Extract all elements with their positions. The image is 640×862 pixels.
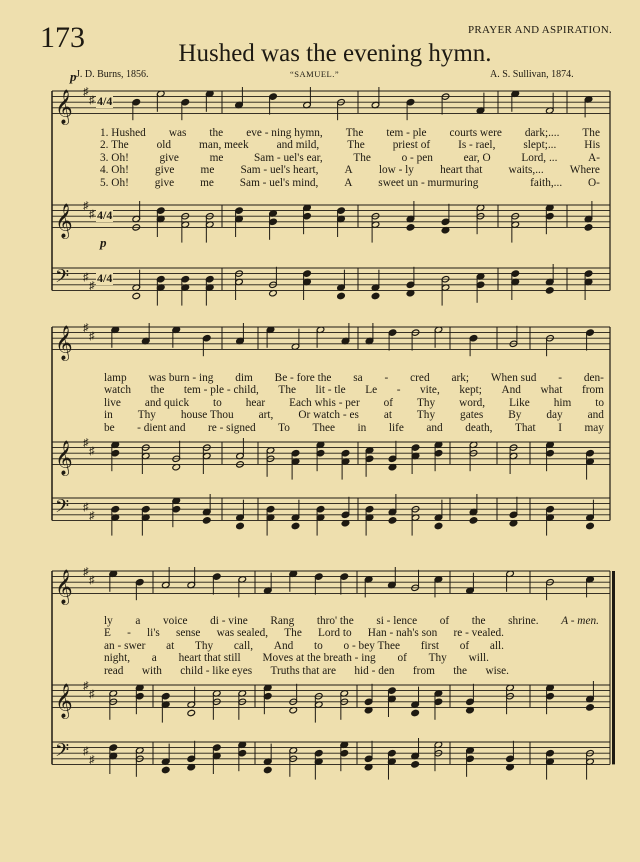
sharp-icon: ♯ [83, 501, 89, 514]
lyric-word: The [284, 627, 302, 640]
lyric-word: - dient and [137, 421, 186, 434]
time-signature-treble: 4/4 [97, 94, 113, 108]
lyric-word: dim [235, 372, 253, 384]
lyric-word: to [213, 396, 222, 409]
lyric-word: me [200, 164, 215, 177]
lyric-word: re - signed [207, 421, 256, 434]
treble-clef-icon: 𝄞 [55, 89, 73, 125]
lyric-word: of [383, 396, 394, 409]
author-credit: J. D. Burns, 1856. [76, 69, 149, 80]
lyric-word: of [397, 652, 407, 665]
lyric-word: slept;... [523, 139, 557, 152]
lyric-word: The [582, 127, 600, 139]
lyric-word: day [546, 409, 563, 422]
lyric-word: was sealed, [216, 627, 269, 640]
lyric-word: cred [410, 372, 430, 384]
lyric-word: art, [258, 409, 274, 422]
lyric-word: 1. Hushed [100, 127, 146, 139]
lyric-word: re - vealed. [453, 627, 504, 640]
lyric-word: si - lence [376, 615, 418, 627]
lyric-word: me [209, 151, 224, 164]
lyric-word: di - vine [210, 615, 248, 627]
lyric-word: old [156, 139, 172, 152]
sharp-icon: ♯ [89, 208, 95, 221]
lyric-word: Where [569, 164, 600, 177]
lyric-word: low - ly [378, 164, 414, 177]
lyric-word: To [278, 421, 290, 434]
lyric-word: E [104, 627, 111, 640]
lyric-word: hid - den [354, 664, 395, 677]
lyric-word: house Thou [180, 409, 234, 422]
treble-clef-icon: 𝄞 [55, 325, 73, 361]
lyric-word: Moves at the breath - ing [262, 652, 376, 665]
lyric-word: 2. The [100, 139, 129, 152]
lyric-word: Like [509, 396, 530, 409]
treble-clef-icon: 𝄞 [55, 683, 73, 719]
sharp-icon: ♯ [89, 688, 95, 701]
lyric-line [100, 139, 600, 151]
lyric-word: - [558, 372, 562, 384]
lyric-word: was burn - ing [148, 372, 214, 384]
lyric-word: watch [104, 384, 131, 397]
lyric-word: hear [245, 396, 266, 409]
note-head [236, 522, 245, 529]
lyric-word: And [501, 384, 521, 397]
section-heading: PRAYER AND ASPIRATION. [467, 24, 612, 36]
note-head [469, 517, 478, 524]
lyric-word: first [420, 639, 439, 652]
note-head [202, 517, 211, 524]
lyric-word: was [168, 127, 187, 139]
note-head [161, 766, 170, 773]
lyric-word: at [166, 639, 175, 652]
lyric-word: Thy [416, 396, 436, 409]
treble-clef-icon: 𝄞 [55, 569, 73, 605]
lyric-word: wise. [485, 664, 509, 677]
lyric-word: a [151, 652, 157, 665]
lyric-word: faith,... [530, 176, 563, 189]
lyric-word: voice [163, 615, 188, 627]
lyric-word: sweet un - murmuring [378, 176, 479, 189]
lyric-word: That [514, 421, 536, 434]
lyric-word: li's [147, 627, 160, 640]
lyric-word: and mild, [276, 139, 320, 152]
dynamic-marking-lower: p [100, 235, 107, 250]
note-head [132, 292, 141, 299]
lyric-word: heart that [440, 164, 483, 177]
lyric-word: - [384, 372, 389, 384]
lyric-word: O- [588, 176, 600, 189]
sharp-icon: ♯ [89, 574, 95, 587]
lyric-line [104, 397, 604, 409]
lyric-word: the [471, 615, 486, 627]
lyric-word: 5. Oh! [100, 176, 129, 189]
lyric-line [100, 177, 600, 189]
lyric-word: live [104, 396, 121, 409]
tune-name: “SAMUEL.” [290, 69, 340, 79]
sharp-icon: ♯ [83, 745, 89, 758]
sharp-icon: ♯ [89, 330, 95, 343]
lyric-word: read [104, 664, 124, 677]
lyric-word: a [135, 615, 141, 627]
lyric-word: gates [460, 409, 484, 422]
lyric-word: what [540, 384, 563, 397]
lyric-line [104, 640, 504, 652]
lyric-word: o - pen [401, 151, 433, 164]
lyric-word: kept; [459, 384, 482, 397]
composer-credit: A. S. Sullivan, 1874. [490, 69, 574, 80]
lyric-word: the [209, 127, 224, 139]
lyric-word: Or watch - es [298, 409, 359, 422]
lyric-line [104, 652, 489, 664]
treble-clef-icon: 𝄞 [55, 440, 73, 476]
lyric-word: and [587, 409, 604, 422]
lyric-word: A [344, 176, 353, 189]
lyric-word: Is - rael, [458, 139, 496, 152]
final-double-barline [612, 571, 615, 764]
lyric-word: to [313, 639, 323, 652]
lyric-line [104, 665, 509, 677]
lyric-word: from [581, 384, 604, 397]
lyric-word: life [388, 421, 404, 434]
lyric-word: shrine. [508, 615, 539, 627]
lyric-word: call, [233, 639, 254, 652]
bass-clef-icon: 𝄢 [55, 496, 70, 522]
lyric-word: A [344, 164, 353, 177]
lyric-word: from [412, 664, 435, 677]
lyric-word: Lord to [318, 627, 352, 640]
lyric-word: - [127, 627, 131, 640]
note-head [406, 224, 415, 231]
lyric-word: sa [353, 372, 363, 384]
lyric-word: the [150, 384, 165, 397]
lyric-word: Each whis - per [289, 396, 360, 409]
lyric-word: give [154, 164, 175, 177]
dynamic-marking: p [70, 69, 77, 84]
bass-clef-icon: 𝄢 [55, 266, 70, 292]
lyric-word: Thy [195, 639, 214, 652]
sharp-icon: ♯ [83, 680, 89, 692]
lyric-word: eve - ning hymn, [246, 127, 323, 139]
lyric-word: den- [583, 372, 604, 384]
lyric-word: all. [489, 639, 504, 652]
lyric-word: When sud [490, 372, 537, 384]
lyric-word: The [353, 151, 371, 164]
lyric-word: A- [588, 151, 600, 164]
lyric-word: heart that still [178, 652, 241, 665]
lyric-word: Rang [270, 615, 295, 627]
lyric-word: dark;.... [524, 127, 560, 139]
treble-clef-icon: 𝄞 [55, 203, 73, 239]
lyric-word: priest of [392, 139, 431, 152]
lyric-word: give [159, 151, 179, 164]
sharp-icon: ♯ [83, 437, 89, 449]
sharp-icon: ♯ [83, 566, 89, 578]
lyric-word: A - men. [561, 615, 599, 627]
lyric-line [104, 384, 604, 396]
lyric-word: and quick [144, 396, 190, 409]
lyric-word: Sam - uel's ear, [254, 151, 323, 164]
lyric-word: o - bey Thee [343, 639, 401, 652]
lyric-word: Le [365, 384, 378, 397]
lyric-word: of [459, 639, 470, 652]
lyric-word: ly [104, 615, 113, 627]
lyric-word: death, [465, 421, 493, 434]
lyric-word: vite, [420, 384, 440, 397]
bass-clef-icon: 𝄢 [55, 740, 70, 766]
note-head [411, 709, 420, 716]
lyric-word: - [396, 384, 401, 397]
lyric-word: By [508, 409, 522, 422]
lyric-word: and [426, 421, 443, 434]
hymn-number: 173 [40, 21, 85, 54]
lyric-word: to [595, 396, 604, 409]
sharp-icon: ♯ [83, 271, 89, 284]
lyric-word: ear, O [463, 151, 491, 164]
sharp-icon: ♯ [83, 86, 89, 98]
lyric-word: The [345, 127, 364, 139]
lyric-line [104, 409, 604, 421]
lyric-word: And [273, 639, 294, 652]
lyric-word: Thy [137, 409, 156, 422]
note-head [586, 704, 595, 711]
note-head [263, 766, 272, 773]
note-head [545, 287, 554, 294]
note-head [411, 761, 420, 768]
lyric-word: ark; [451, 372, 470, 384]
time-signature-bass: 4/4 [97, 271, 113, 285]
lyric-word: 3. Oh! [100, 151, 129, 164]
note-head [371, 292, 380, 299]
lyric-word: sense [175, 627, 201, 640]
lyric-word: lamp [104, 372, 127, 384]
lyric-word: Be - fore the [274, 372, 332, 384]
note-head [291, 522, 300, 529]
lyric-word: may [584, 421, 604, 434]
lyric-word: courts were [449, 127, 502, 139]
lyric-word: tem - ple [386, 127, 427, 139]
lyric-word: me [200, 176, 214, 189]
lyric-word: give [154, 176, 175, 189]
sharp-icon: ♯ [89, 753, 95, 766]
lyric-line [104, 615, 599, 627]
lyric-word: tem - ple - child, [183, 384, 259, 397]
lyric-word: Lord, ... [521, 151, 558, 164]
lyric-word: him [553, 396, 572, 409]
lyric-line [100, 152, 600, 164]
sharp-icon: ♯ [83, 322, 89, 334]
sharp-icon: ♯ [89, 279, 95, 292]
lyric-word: waits,... [508, 164, 544, 177]
lyric-line [104, 422, 604, 434]
lyric-word: I [558, 421, 562, 434]
lyric-word: Truths that are [270, 664, 336, 677]
time-signature-middle: 4/4 [97, 208, 113, 222]
lyric-line [104, 627, 504, 639]
lyric-word: Sam - uel's mind, [239, 176, 319, 189]
lyric-word: His [584, 139, 600, 152]
lyric-word: be [104, 421, 115, 434]
lyric-line [104, 372, 604, 384]
note-head [337, 292, 346, 299]
lyric-word: Han - nah's son [367, 627, 438, 640]
sharp-icon: ♯ [83, 200, 89, 212]
lyric-word: child - like eyes [180, 664, 253, 677]
lyric-word: word, [459, 396, 486, 409]
lyric-line [100, 164, 600, 176]
sharp-icon: ♯ [89, 509, 95, 522]
lyric-word: lit - tle [315, 384, 346, 397]
lyric-word: The [278, 384, 296, 397]
hymn-title: Hushed was the evening hymn. [178, 40, 492, 67]
lyric-word: man, meek [199, 139, 249, 152]
lyric-word: Thy [416, 409, 436, 422]
sharp-icon: ♯ [89, 94, 95, 107]
lyric-word: Thee [312, 421, 336, 434]
lyric-word: thro' the [316, 615, 354, 627]
sharp-icon: ♯ [89, 445, 95, 458]
lyric-word: Sam - uel's heart, [240, 164, 319, 177]
lyric-word: Thy [428, 652, 447, 665]
note-head [434, 522, 443, 529]
note-head [586, 522, 595, 529]
lyric-word: 4. Oh! [100, 164, 129, 177]
note-head [584, 224, 593, 231]
note-head [187, 709, 196, 716]
lyric-word: the [453, 664, 468, 677]
lyric-word: night, [104, 652, 131, 665]
lyric-line [100, 127, 600, 139]
note-head [388, 517, 397, 524]
lyric-word: with [141, 664, 162, 677]
lyric-word: in [104, 409, 113, 422]
lyric-word: of [439, 615, 450, 627]
lyric-word: will. [468, 652, 489, 665]
lyric-word: in [357, 421, 367, 434]
lyric-word: The [347, 139, 365, 152]
lyric-word: an - swer [104, 639, 146, 652]
lyric-word: at [383, 409, 392, 422]
